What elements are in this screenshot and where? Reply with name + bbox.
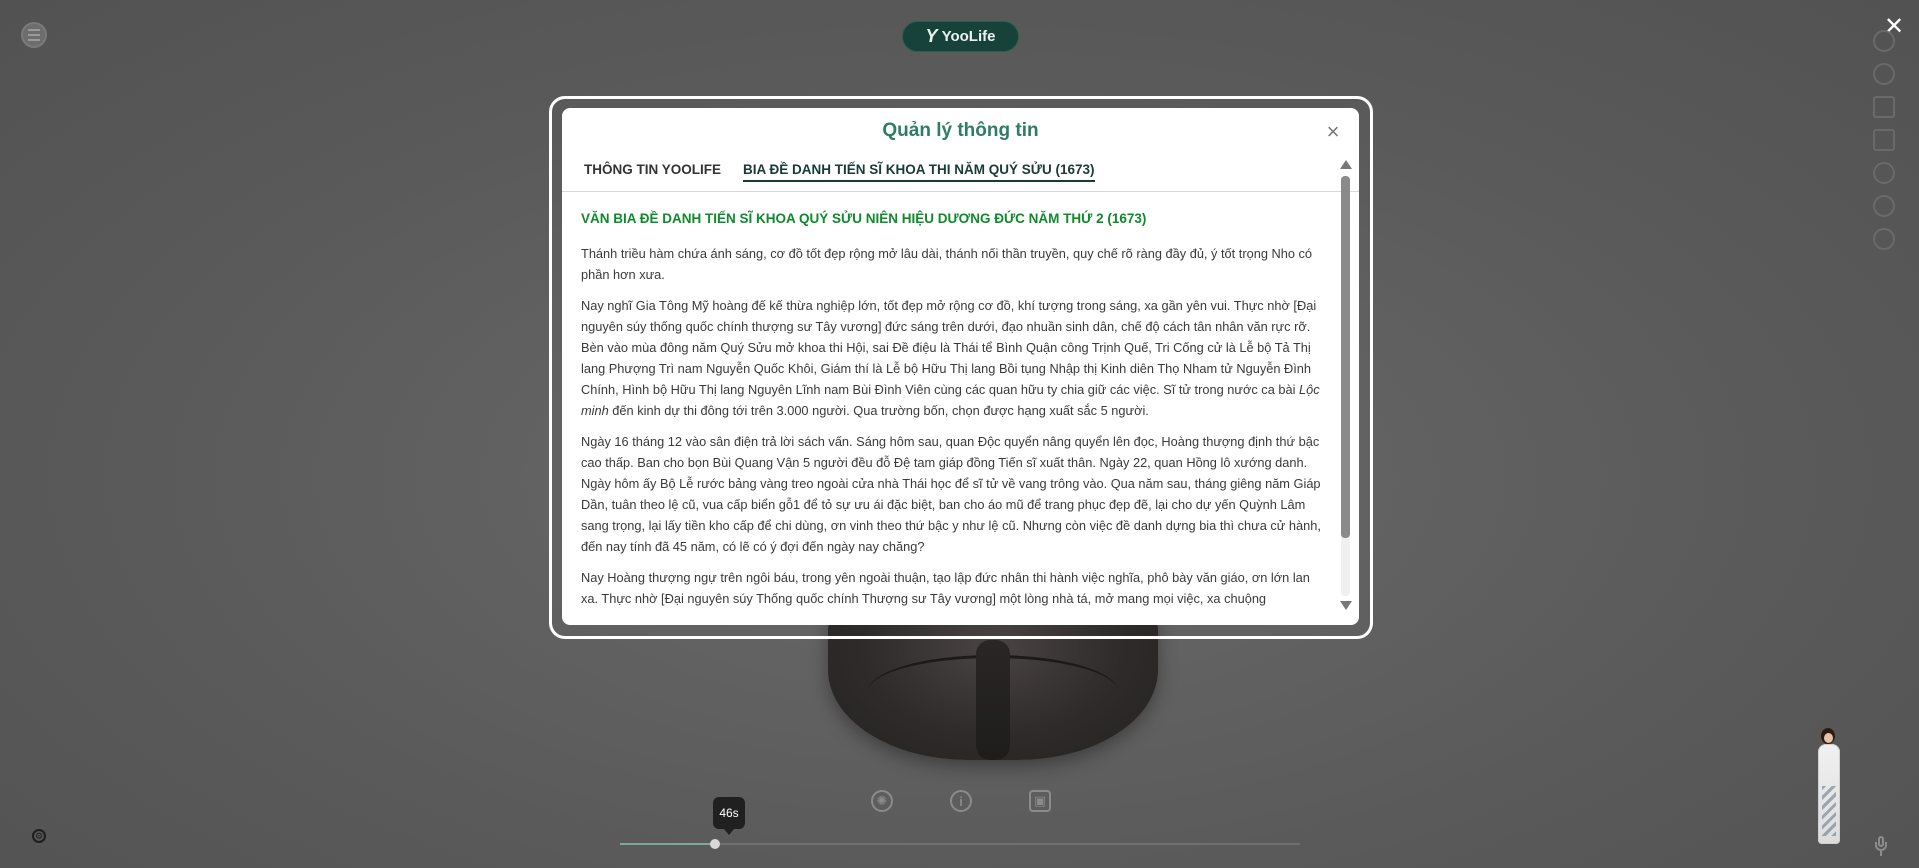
paragraph: Thánh triều hàm chứa ánh sáng, cơ đồ tốt đẹp rộng mở lâu dài, thánh nối thần truyền, quy chế rõ ràng đầy đủ, ý tốt trọng Nho có phần hơn xưa. — [581, 246, 1313, 282]
info-tool-icon[interactable] — [1873, 30, 1895, 52]
modal-close-button[interactable] — [1323, 119, 1343, 144]
video-icon[interactable] — [1873, 129, 1895, 151]
app-logo[interactable] — [902, 21, 1019, 52]
tab-stele-info[interactable]: BIA ĐỀ DANH TIẾN SĨ KHOA THI NĂM QUÝ SỬU (1673) — [743, 162, 1094, 182]
info-modal — [562, 108, 1359, 625]
bottom-toolbar — [871, 790, 1051, 812]
timeline-progress — [620, 843, 715, 845]
italic-phrase: Lộc minh — [581, 382, 1320, 418]
atom-icon[interactable]: ✺ — [871, 790, 893, 812]
accessibility-icon[interactable] — [1873, 228, 1895, 250]
timeline-slider[interactable] — [620, 843, 1300, 845]
info-icon[interactable]: i — [950, 790, 972, 812]
paragraph: Nay nghĩ Gia Tông Mỹ hoàng đế kế thừa nghiệp lớn, tốt đẹp mở rộng cơ đồ, khí tượng trong sáng, xa gần yên vui. Thực nhờ [Đại nguyên súy thống quốc chính thượng sư Tây vương] đức sáng trên dưới, đạo nhuần sinh dân, chế độ cách tân nhân văn rực rỡ. Bèn vào mùa đông năm Quý Sửu mở khoa thi Hội, sai Đề điệu là Thái tể Bình Quận công Trịnh Quế, Tri Cống cử là Lễ bộ Tả Thị lang Phượng Trì nam Nguyễn Quốc Khôi, Giám thí là Lễ bộ Hữu Thị lang Bồi tụng Nhập thị Kinh diên Thọ Nham tử Nguyễn Đình Chính, Hình bộ Hữu Thị lang Nguyên Lĩnh nam Bùi Đình Viên cùng các quan hữu ty chia giữ các việc. Sĩ tử trong nước ca bài Lộc minh đến kinh dự thi đông tới trên 3.000 người. Qua trường bốn, chọn được hạng xuất sắc 5 người. — [581, 298, 1320, 418]
right-toolbar — [1873, 24, 1897, 261]
close-icon[interactable]: ✕ — [1883, 13, 1905, 40]
modal-title: Quản lý thông tin — [882, 120, 1039, 141]
scroll-thumb[interactable] — [1341, 176, 1350, 538]
share-icon[interactable] — [1873, 63, 1895, 85]
content-scrollbar[interactable] — [1338, 160, 1352, 610]
play-icon[interactable] — [1873, 162, 1895, 184]
modal-tabs — [584, 162, 1095, 182]
menu-button[interactable] — [21, 22, 47, 48]
tab-yoolife-info[interactable]: THÔNG TIN YOOLIFE — [584, 162, 722, 177]
scroll-track[interactable] — [1341, 176, 1350, 596]
logo-mark-icon: Y — [925, 26, 938, 46]
content-heading: VĂN BIA ĐỀ DANH TIẾN SĨ KHOA QUÝ SỬU NIÊN HIỆU DƯƠNG ĐỨC NĂM THỨ 2 (1673) — [581, 211, 1147, 226]
paragraph: Ngày 16 tháng 12 vào sân điện trả lời sách vấn. Sáng hôm sau, quan Độc quyển nâng quyển lên đọc, Hoàng thượng định thứ bậc cao thấp. Ban cho bọn Bùi Quang Vận 5 người đều đỗ Đệ tam giáp đồng Tiến sĩ xuất thân. Ngày 22, quan Hồng lô xướng danh. Ngày hôm ấy Bộ Lễ rước bảng vàng treo ngoài cửa nhà Thái học để sĩ tử về vang trông vào. Qua năm sau, tháng giêng năm Giáp Dần, tuân theo lệ cũ, vua cấp biển gỗ1 để tỏ sự ưu ái đặc biệt, ban cho áo mũ để trang phục đẹp đẽ, lại cho dự yến Quỳnh Lâm sang trọng, lại lấy tiền kho cấp để chi dùng, ơn vinh theo thứ bậc y như lệ cũ. Nhưng còn việc đề danh dựng bia thì chưa cử hành, đến nay tính đã 45 năm, có lẽ có ý đợi đến ngày nay chăng? — [581, 434, 1321, 554]
virtual-assistant-avatar[interactable] — [1810, 726, 1846, 852]
settings-icon[interactable]: ⚙ — [32, 829, 46, 843]
fullscreen-icon[interactable] — [1873, 96, 1895, 118]
microphone-icon[interactable] — [1875, 836, 1887, 856]
scroll-down-arrow-icon[interactable] — [1340, 601, 1352, 610]
scroll-up-arrow-icon[interactable] — [1340, 160, 1352, 169]
menu-icon — [28, 29, 40, 31]
gallery-icon[interactable]: ▣ — [1029, 790, 1051, 812]
time-tooltip: 46s — [713, 797, 745, 829]
modal-content[interactable] — [562, 192, 1343, 625]
paragraph: Nay Hoàng thượng ngự trên ngôi báu, trong yên ngoài thuận, tạo lập đức nhân thi hành việc nghĩa, phô bày văn giáo, ơn lớn lan xa. Thực nhờ [Đại nguyên súy Thống quốc chính Thượng sư Tây vương] một lòng nhà tá, mở mang mọi việc, xa chuộng — [581, 570, 1310, 606]
logo-text: YooLife — [941, 28, 996, 45]
close-icon: × — [1326, 119, 1340, 144]
volume-icon[interactable] — [1873, 195, 1895, 217]
